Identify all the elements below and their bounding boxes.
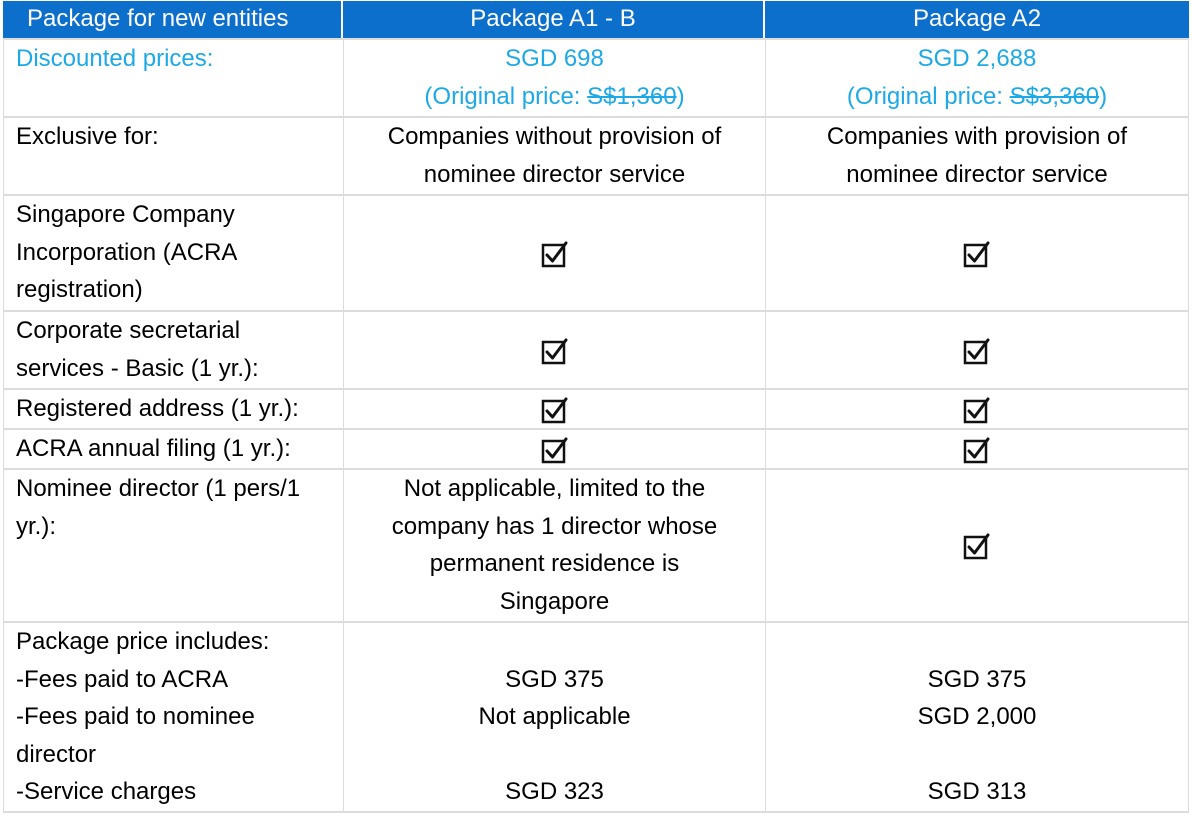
- table-row-nominee-director: [3, 468, 1189, 621]
- a1-incorporation-cell: [343, 194, 765, 310]
- checked-box-icon: [963, 436, 991, 464]
- checked-box-icon: [541, 436, 569, 464]
- table-row-annual-filing: [3, 428, 1189, 468]
- incorporation-label: [3, 194, 343, 310]
- incorporation-label-line: Singapore Company: [16, 201, 235, 228]
- a1-secretarial-cell: [343, 310, 765, 388]
- includes-label-line: -Fees paid to nominee: [16, 703, 255, 730]
- a2-filing-cell: [765, 428, 1189, 468]
- table-row-price-includes: [3, 621, 1189, 813]
- a2-nominee-fee: SGD 2,000: [917, 703, 1037, 730]
- a2-discount-cell: [765, 38, 1189, 116]
- table-row-exclusive-for: [3, 116, 1189, 194]
- a2-nominee-cell: [765, 468, 1189, 621]
- a1-original-value: S$1,360: [587, 82, 677, 110]
- includes-label-line: -Fees paid to ACRA: [16, 665, 229, 693]
- a1-discount-price: SGD 698: [505, 45, 604, 72]
- includes-label-line: Package price includes:: [16, 628, 270, 655]
- a1-includes-cell: [343, 621, 765, 813]
- table-row-registered-address: [3, 388, 1189, 428]
- package-pricing-table: [3, 1, 1189, 813]
- table-header-row: [3, 1, 1189, 38]
- price-includes-label: [3, 621, 343, 813]
- a1-discount-cell: [343, 38, 765, 116]
- a2-secretarial-cell: [765, 310, 1189, 388]
- a1-nominee-line: permanent residence is: [429, 550, 680, 577]
- incorporation-label-line: registration): [16, 276, 143, 303]
- nominee-label-line: yr.):: [16, 512, 56, 540]
- a2-original-value: S$3,360: [1009, 82, 1100, 110]
- header-package-entities: Package for new entities: [3, 1, 343, 38]
- a2-exclusive-line: nominee director service: [846, 160, 1108, 188]
- includes-label-line: -Service charges: [16, 778, 197, 805]
- includes-label-line: director: [16, 740, 97, 768]
- incorporation-label-line: Incorporation (ACRA: [16, 238, 238, 266]
- a1-nominee-fee: Not applicable: [478, 703, 631, 730]
- checked-box-icon: [963, 396, 991, 424]
- a1-original-prefix: (Original price:: [424, 82, 588, 110]
- nominee-label-line: Nominee director (1 pers/1: [16, 475, 301, 502]
- a2-service-charge: SGD 313: [927, 778, 1027, 805]
- a1-exclusive-line: Companies without provision of: [387, 123, 722, 150]
- a2-acra-fee: SGD 375: [927, 665, 1027, 693]
- secretarial-label: [3, 310, 343, 388]
- a2-exclusive-cell: [765, 116, 1189, 194]
- a2-original-price: [766, 78, 1188, 116]
- table-row-secretarial: [3, 310, 1189, 388]
- checked-box-icon: [963, 240, 991, 268]
- secretarial-label-line: Corporate secretarial: [16, 317, 241, 344]
- a1-acra-fee: SGD 375: [505, 665, 604, 693]
- checked-box-icon: [541, 396, 569, 424]
- a2-original-suffix: ): [1099, 82, 1108, 110]
- checked-box-icon: [963, 337, 991, 365]
- a2-exclusive-line: Companies with provision of: [826, 123, 1128, 150]
- a2-discount-price: SGD 2,688: [917, 45, 1037, 72]
- a1-service-charge: SGD 323: [505, 778, 604, 805]
- checked-box-icon: [541, 337, 569, 365]
- a2-address-cell: [765, 388, 1189, 428]
- checked-box-icon: [963, 532, 991, 560]
- annual-filing-label: ACRA annual filing (1 yr.):: [3, 428, 343, 468]
- table-row-incorporation: [3, 194, 1189, 310]
- a1-nominee-line: Not applicable, limited to the: [403, 475, 706, 502]
- a1-original-suffix: ): [676, 82, 685, 110]
- secretarial-label-line: services - Basic (1 yr.):: [16, 354, 259, 382]
- a1-nominee-cell: [343, 468, 765, 621]
- table-row-discounted-prices: [3, 38, 1189, 116]
- a1-filing-cell: [343, 428, 765, 468]
- a2-original-prefix: (Original price:: [846, 82, 1010, 110]
- a1-address-cell: [343, 388, 765, 428]
- a1-nominee-line: company has 1 director whose: [391, 512, 718, 540]
- header-package-a2: Package A2: [765, 1, 1189, 38]
- a2-includes-cell: [765, 621, 1189, 813]
- nominee-director-label: [3, 468, 343, 621]
- a2-incorporation-cell: [765, 194, 1189, 310]
- discounted-prices-label: Discounted prices:: [3, 38, 343, 116]
- header-package-a1b: Package A1 - B: [343, 1, 765, 38]
- a1-exclusive-line: nominee director service: [423, 160, 686, 188]
- exclusive-for-label: Exclusive for:: [3, 116, 343, 194]
- a1-original-price: [344, 78, 765, 116]
- a1-nominee-line: Singapore: [499, 587, 610, 615]
- a1-exclusive-cell: [343, 116, 765, 194]
- registered-address-label: Registered address (1 yr.):: [3, 388, 343, 428]
- checked-box-icon: [541, 240, 569, 268]
